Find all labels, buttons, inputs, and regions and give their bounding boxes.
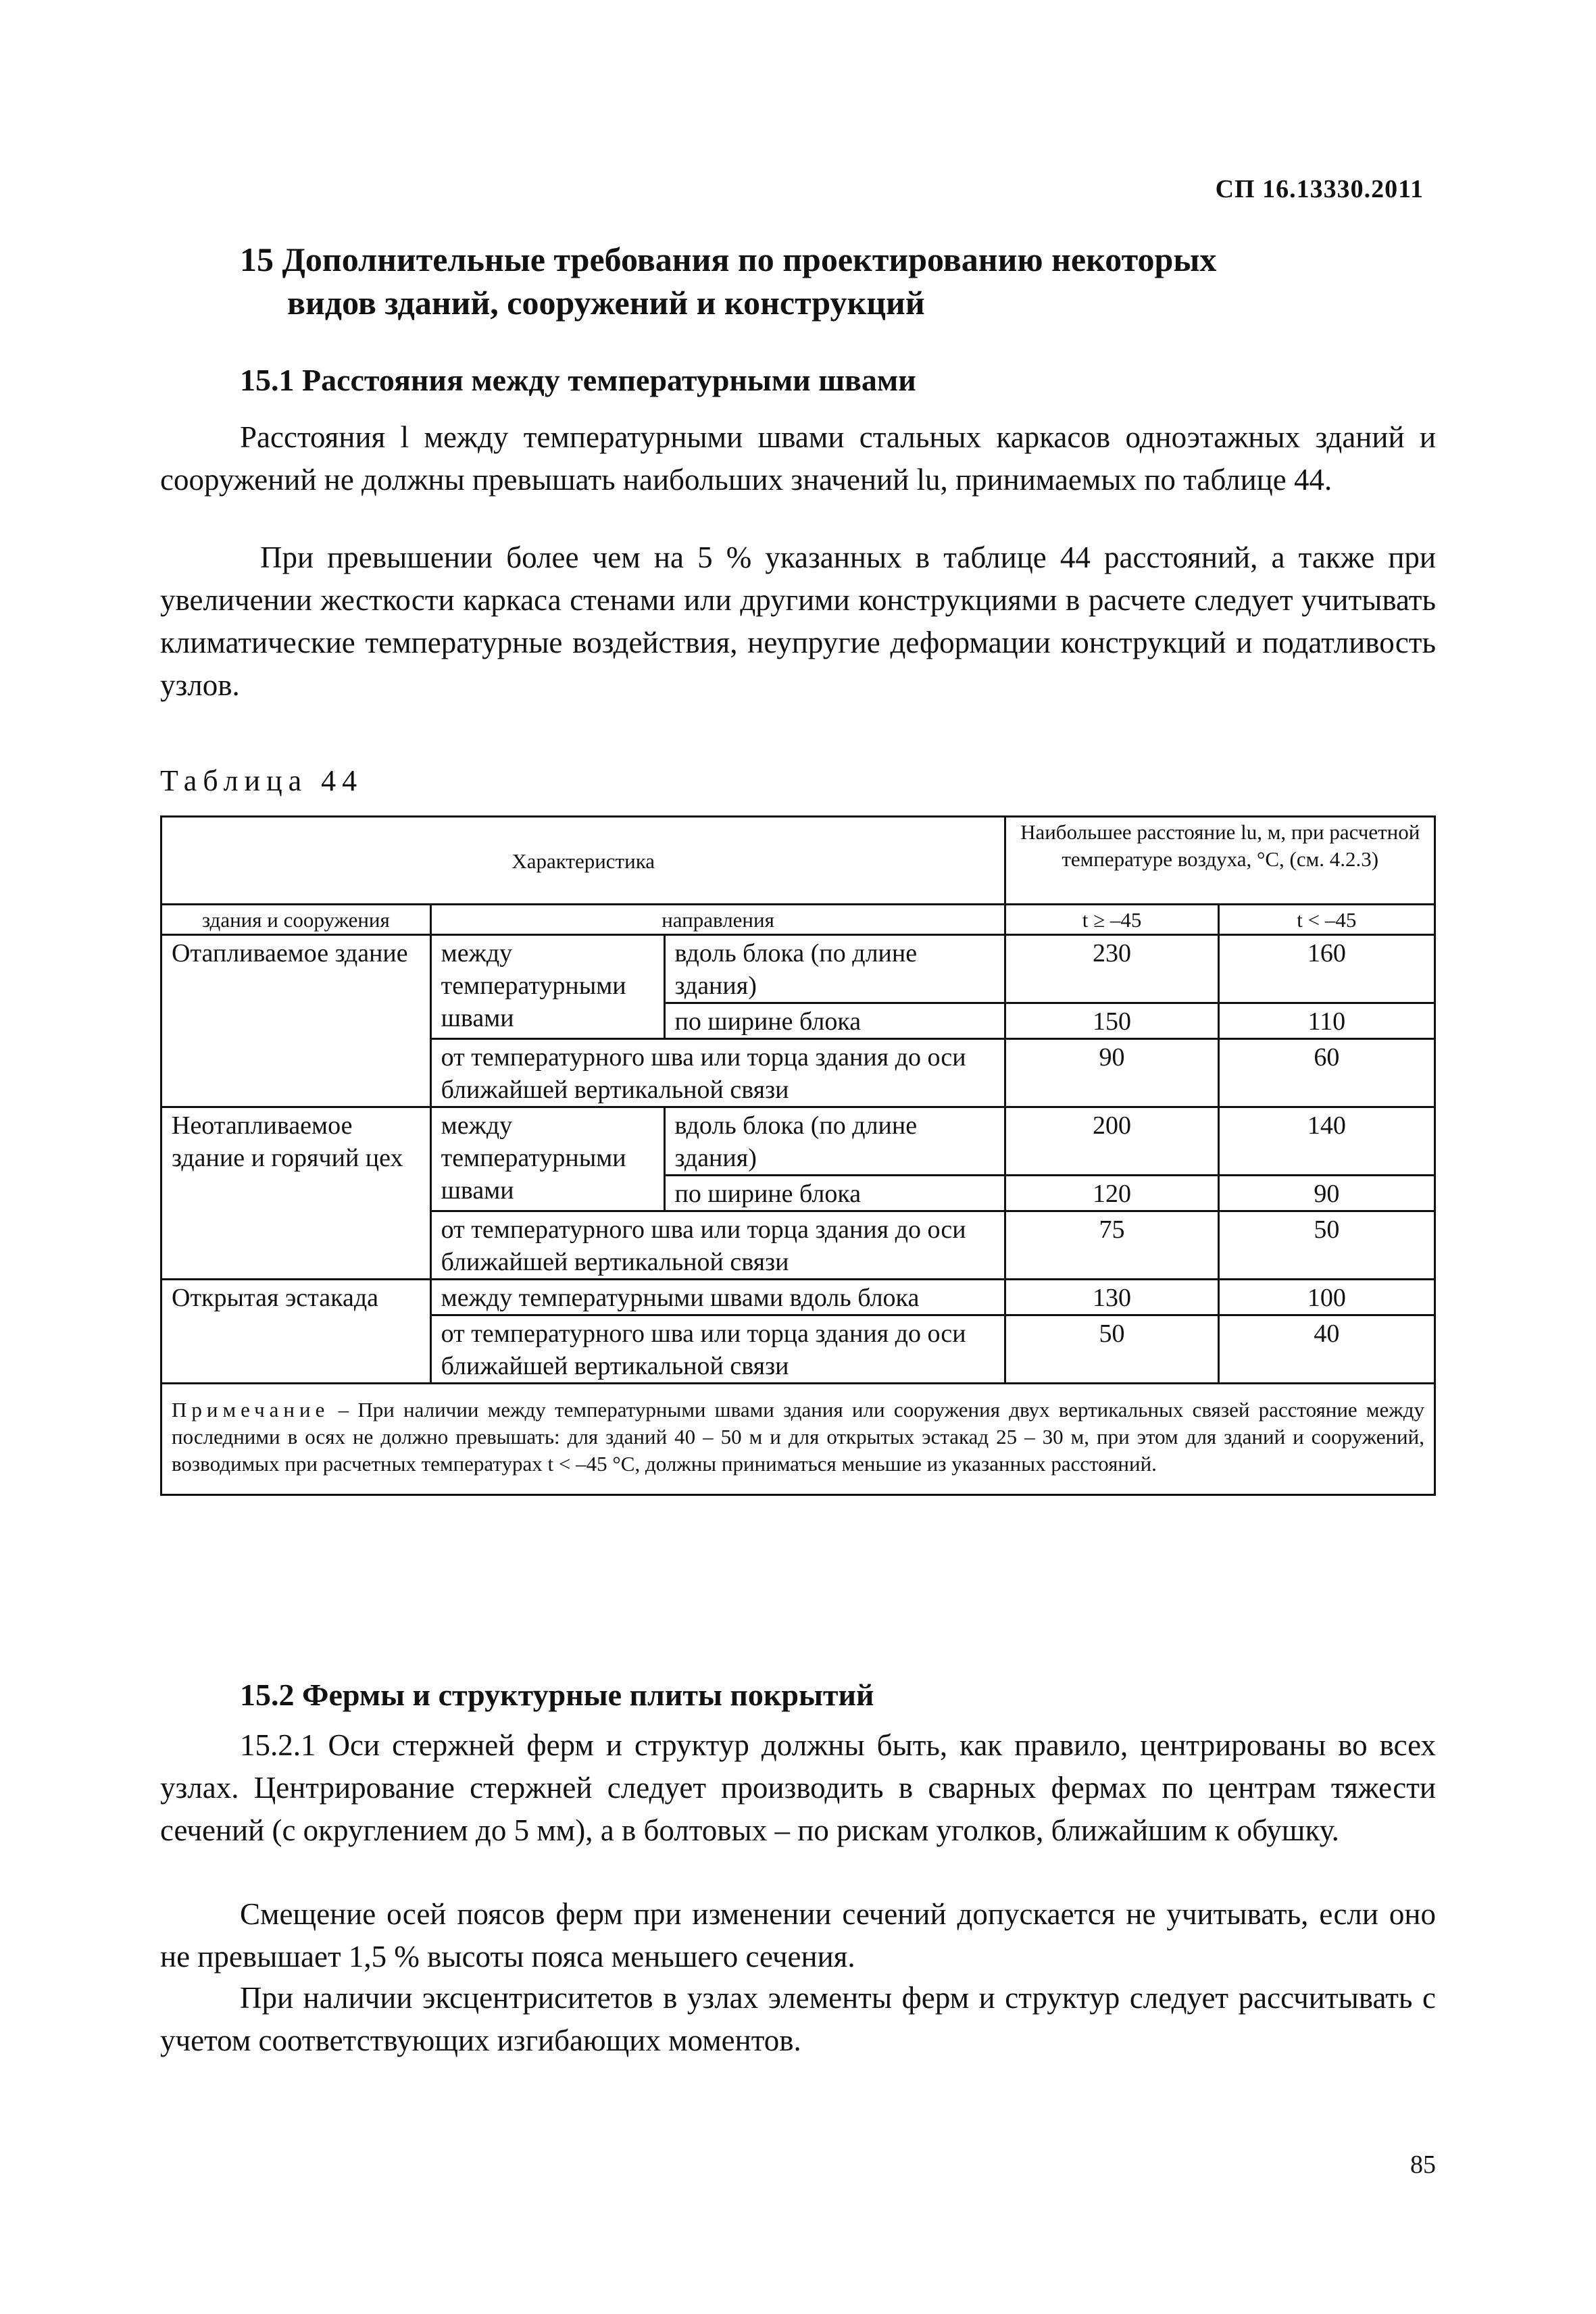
paragraph-chord-offset: Смещение осей поясов ферм при изменении сечений допускается не учитывать, если оно не превышает 1,5 % высоты пояса меньшего сечения. (160, 1897, 1436, 1973)
value-cell: 50 (1005, 1315, 1218, 1384)
building-unheated: Неотапливаемое здание и горячий цех (161, 1107, 431, 1280)
header-direction: направления (430, 905, 1005, 935)
section-title (240, 238, 1389, 324)
paragraph-truss-axes: 15.2.1 Оси стержней ферм и структур должны быть, как правило, центрированы во всех узлах. Центрирование стержней следует производить в сварных фермах по центрам тяжести сечений (с округлением до 5 мм), а в болтовых – по рискам уголков, ближайшим к обушку. (160, 1728, 1436, 1847)
direction-block-width: по ширине блока (664, 1003, 1005, 1039)
value-cell: 100 (1218, 1280, 1435, 1315)
value-cell: 230 (1005, 935, 1218, 1003)
table-caption: Таблица 44 (160, 764, 364, 797)
document-code: СП 16.13330.2011 (1215, 175, 1424, 203)
table-note-row (161, 1384, 1435, 1495)
value-cell: 200 (1005, 1107, 1218, 1176)
direction-between-joints: между температурными швами (430, 1107, 664, 1211)
note-label: Примечание (172, 1398, 330, 1422)
table-note (161, 1384, 1435, 1495)
header-characteristic: Характеристика (161, 817, 1005, 905)
table-row (161, 1107, 1435, 1176)
direction-along-block: вдоль блока (по длине здания) (664, 935, 1005, 1003)
paragraph-exceeding: При превышении более чем на 5 % указанных в таблице 44 расстояний, а также при увеличении жесткости каркаса стенами или другими конструкциями в расчете следует учитывать климатические температурные воздействия, неупругие деформации конструкций и податливость узлов. (160, 540, 1436, 702)
header-temp-above: t ≥ –45 (1005, 905, 1218, 935)
subsection-title-15-2: 15.2 Фермы и структурные плиты покрытий (240, 1678, 874, 1712)
header-max-distance: Наибольшее расстояние lu, м, при расчетной температуре воздуха, °С, (см. 4.2.3) (1005, 817, 1435, 905)
value-cell: 75 (1005, 1211, 1218, 1280)
subsection-title-15-1: 15.1 Расстояния между температурными швами (240, 363, 916, 397)
value-cell: 90 (1218, 1176, 1435, 1211)
paragraph-distances: Расстояния l между температурными швами стальных каркасов одноэтажных зданий и сооружений не должны превышать наибольших значений lu, принимаемых по таблице 44. (160, 420, 1436, 497)
value-cell: 160 (1218, 935, 1435, 1003)
header-temp-below: t < –45 (1218, 905, 1435, 935)
table-subheader-row (161, 905, 1435, 935)
table-row (161, 935, 1435, 1003)
table-44 (160, 815, 1436, 1496)
direction-between-joints: между температурными швами (430, 935, 664, 1039)
building-heated: Отапливаемое здание (161, 935, 431, 1107)
value-cell: 130 (1005, 1280, 1218, 1315)
page-number: 85 (1410, 2150, 1436, 2179)
direction-from-joint: от температурного шва или торца здания до оси ближайшей вертикальной связи (430, 1211, 1005, 1280)
direction-between-joints: между температурными швами вдоль блока (430, 1280, 1005, 1315)
value-cell: 40 (1218, 1315, 1435, 1384)
value-cell: 50 (1218, 1211, 1435, 1280)
paragraph-eccentricity: При наличии эксцентриситетов в узлах элементы ферм и структур следует рассчитывать с учетом соответствующих изгибающих моментов. (160, 1981, 1436, 2057)
value-cell: 140 (1218, 1107, 1435, 1176)
value-cell: 60 (1218, 1039, 1435, 1107)
value-cell: 120 (1005, 1176, 1218, 1211)
table-row (161, 1280, 1435, 1315)
value-cell: 110 (1218, 1003, 1435, 1039)
direction-from-joint: от температурного шва или торца здания до оси ближайшей вертикальной связи (430, 1315, 1005, 1384)
direction-block-width: по ширине блока (664, 1176, 1005, 1211)
direction-along-block: вдоль блока (по длине здания) (664, 1107, 1005, 1176)
section-title-line2: видов зданий, сооружений и конструкций (287, 284, 925, 322)
section-title-line1: 15 Дополнительные требования по проектированию некоторых (240, 241, 1217, 278)
header-building: здания и сооружения (161, 905, 431, 935)
direction-from-joint: от температурного шва или торца здания до оси ближайшей вертикальной связи (430, 1039, 1005, 1107)
building-open-trestle: Открытая эстакада (161, 1280, 431, 1384)
value-cell: 90 (1005, 1039, 1218, 1107)
note-text: – При наличии между температурными швами здания или сооружения двух вертикальных связей расстояние между последними в осях не должно превышать: для зданий 40 – 50 м и для открытых эстакад 25 – 30 м, при этом для зданий и сооружений, возводимых при расчетных температурах t < –45 °С, должны приниматься меньшие из указанных расстояний. (172, 1398, 1424, 1476)
table-header-row (161, 817, 1435, 905)
value-cell: 150 (1005, 1003, 1218, 1039)
